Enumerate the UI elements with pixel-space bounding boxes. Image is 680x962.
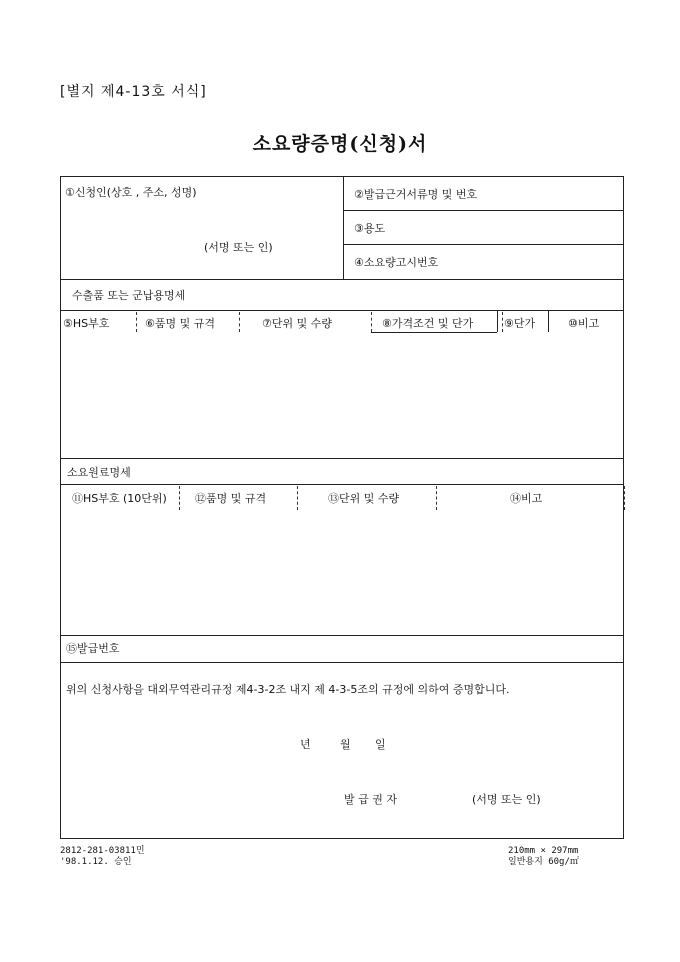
issue-no-label: ⑮발급번호 bbox=[66, 642, 120, 655]
col-material-remarks: ⑭비고 bbox=[510, 492, 543, 505]
export-col-sep bbox=[497, 310, 498, 332]
col-unit-price: ⑨단가 bbox=[504, 317, 536, 330]
date-day: 일 bbox=[375, 738, 386, 751]
col-price-terms: ⑧가격조건 및 단가 bbox=[382, 317, 474, 330]
col-unit-qty: ⑦단위 및 수량 bbox=[262, 317, 332, 330]
material-header-divider bbox=[61, 484, 624, 485]
col-hs-code-10: ⑪HS부호 (10단위) bbox=[72, 492, 167, 505]
export-col-sep bbox=[371, 312, 372, 332]
applicant-divider bbox=[343, 177, 344, 279]
right-row-divider-1 bbox=[343, 210, 624, 211]
issuer-signature: (서명 또는 인) bbox=[472, 793, 541, 806]
footer-approval: '98.1.12. 승인 bbox=[60, 857, 132, 867]
material-col-sep bbox=[624, 486, 625, 510]
material-col-sep bbox=[436, 486, 437, 510]
section-divider-export bbox=[61, 279, 624, 280]
material-col-sep bbox=[179, 486, 180, 510]
issue-divider bbox=[61, 662, 624, 663]
footer-code: 2812-281-03811민 bbox=[60, 846, 145, 856]
footer-paper: 일반용지 60g/㎡ bbox=[508, 857, 579, 867]
material-section-title: 소요원료명세 bbox=[67, 466, 131, 479]
date-month: 월 bbox=[340, 738, 351, 751]
export-col-sep bbox=[548, 310, 549, 332]
section-divider-material bbox=[61, 458, 624, 459]
issuer-label: 발 급 권 자 bbox=[344, 793, 397, 806]
col-material-qty: ⑬단위 및 수량 bbox=[328, 492, 400, 505]
certification-statement: 위의 신청사항을 대외무역관리규정 제4-3-2조 내지 제 4-3-5조의 규정에 의하여 증명합니다. bbox=[66, 683, 510, 696]
export-col-sep bbox=[136, 312, 137, 332]
price-cell-underline bbox=[371, 332, 497, 333]
export-section-title: 수출품 또는 군납용명세 bbox=[72, 289, 186, 302]
section-divider-issue bbox=[61, 635, 624, 636]
applicant-signature: (서명 또는 인) bbox=[204, 241, 273, 254]
date-year: 년 bbox=[300, 738, 311, 751]
export-header-divider bbox=[61, 310, 624, 311]
form-title: 소요량증명(신청)서 bbox=[252, 133, 428, 155]
applicant-label: ①신청인(상호 , 주소, 성명) bbox=[65, 186, 197, 199]
notice-no-label: ④소요량고시번호 bbox=[354, 256, 439, 269]
form-number-label: [별지 제4-13호 서식] bbox=[60, 84, 207, 100]
basis-docs-label: ②발급근거서류명 및 번호 bbox=[354, 188, 478, 201]
col-remarks: ⑩비고 bbox=[568, 317, 600, 330]
export-col-sep bbox=[502, 312, 503, 332]
export-col-sep bbox=[239, 312, 240, 332]
usage-label: ③용도 bbox=[354, 222, 386, 235]
col-material-spec: ⑫품명 및 규격 bbox=[195, 492, 267, 505]
material-col-sep bbox=[297, 486, 298, 510]
col-hs-code: ⑤HS부호 bbox=[63, 317, 110, 330]
footer-size: 210mm × 297mm bbox=[508, 846, 579, 856]
col-item-spec: ⑥품명 및 규격 bbox=[145, 317, 215, 330]
right-row-divider-2 bbox=[343, 244, 624, 245]
